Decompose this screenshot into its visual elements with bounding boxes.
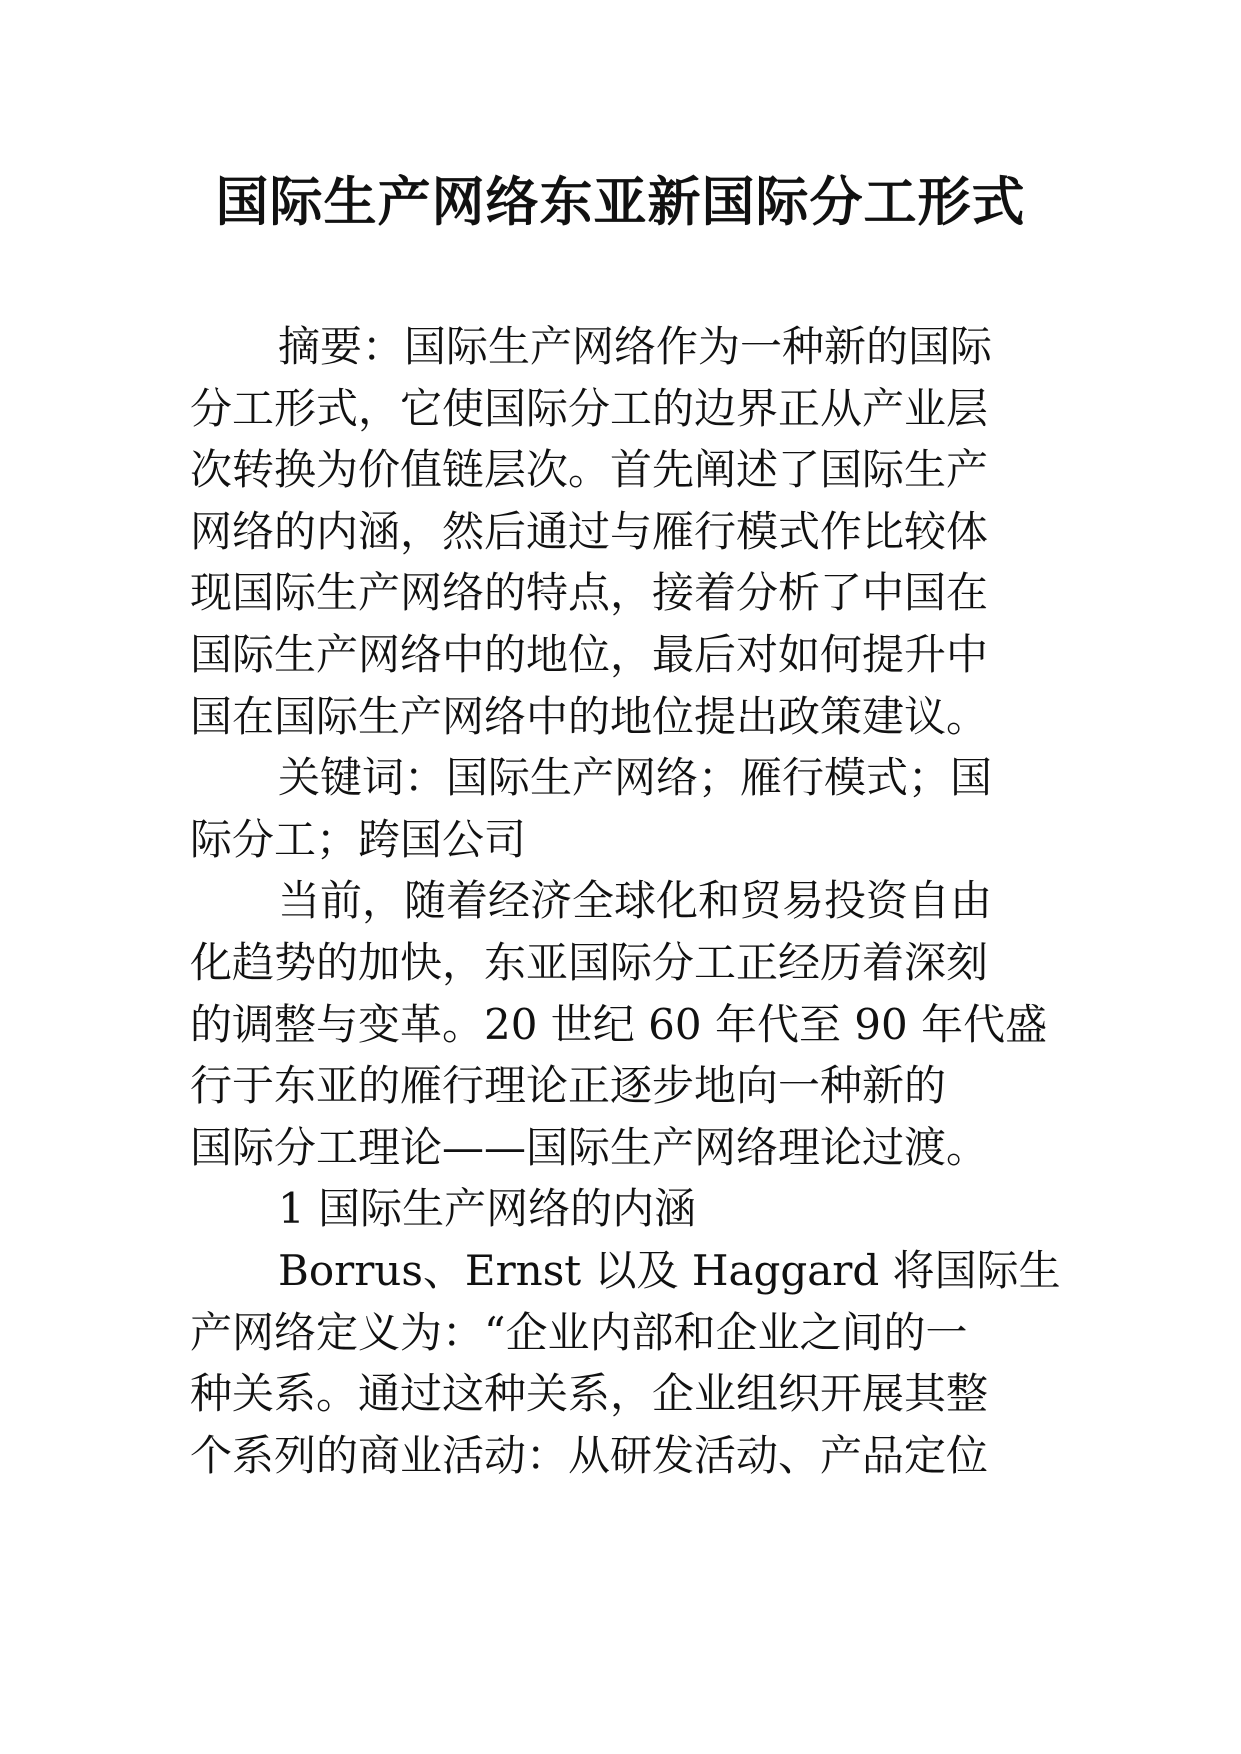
abstract-line: 国在国际生产网络中的地位提出政策建议。 — [190, 691, 989, 741]
keywords-line: 际分工；跨国公司 — [190, 814, 527, 864]
paragraph-line: 产网络定义为：“企业内部和企业之间的一 — [190, 1307, 968, 1357]
abstract-line: 国际生产网络中的地位，最后对如何提升中 — [190, 629, 989, 679]
paragraph-line: Borrus、Ernst 以及 Haggard 将国际生 — [278, 1245, 1061, 1295]
keywords-line: 关键词：国际生产网络；雁行模式；国 — [278, 753, 993, 803]
paragraph-line: 种关系。通过这种关系，企业组织开展其整 — [190, 1369, 989, 1419]
paragraph-line: 国际分工理论——国际生产网络理论过渡。 — [190, 1122, 989, 1172]
paragraph-line: 个系列的商业活动：从研发活动、产品定位 — [190, 1430, 989, 1480]
section-heading: 1 国际生产网络的内涵 — [278, 1184, 697, 1234]
abstract-line: 分工形式，它使国际分工的边界正从产业层 — [190, 383, 989, 433]
document-title: 国际生产网络东亚新国际分工形式 — [215, 172, 1026, 233]
abstract-line: 摘要：国际生产网络作为一种新的国际 — [278, 322, 993, 371]
paragraph-line: 当前，随着经济全球化和贸易投资自由 — [278, 876, 993, 926]
paragraph-line: 化趋势的加快，东亚国际分工正经历着深刻 — [190, 937, 989, 987]
paragraph-line: 的调整与变革。20 世纪 60 年代至 90 年代盛 — [190, 999, 1048, 1049]
abstract-line: 现国际生产网络的特点，接着分析了中国在 — [190, 568, 989, 618]
abstract-line: 次转换为价值链层次。首先阐述了国际生产 — [190, 445, 989, 495]
paragraph-line: 行于东亚的雁行理论正逐步地向一种新的 — [190, 1061, 947, 1111]
document-body — [190, 316, 1080, 1486]
abstract-line: 网络的内涵，然后通过与雁行模式作比较体 — [190, 506, 989, 556]
